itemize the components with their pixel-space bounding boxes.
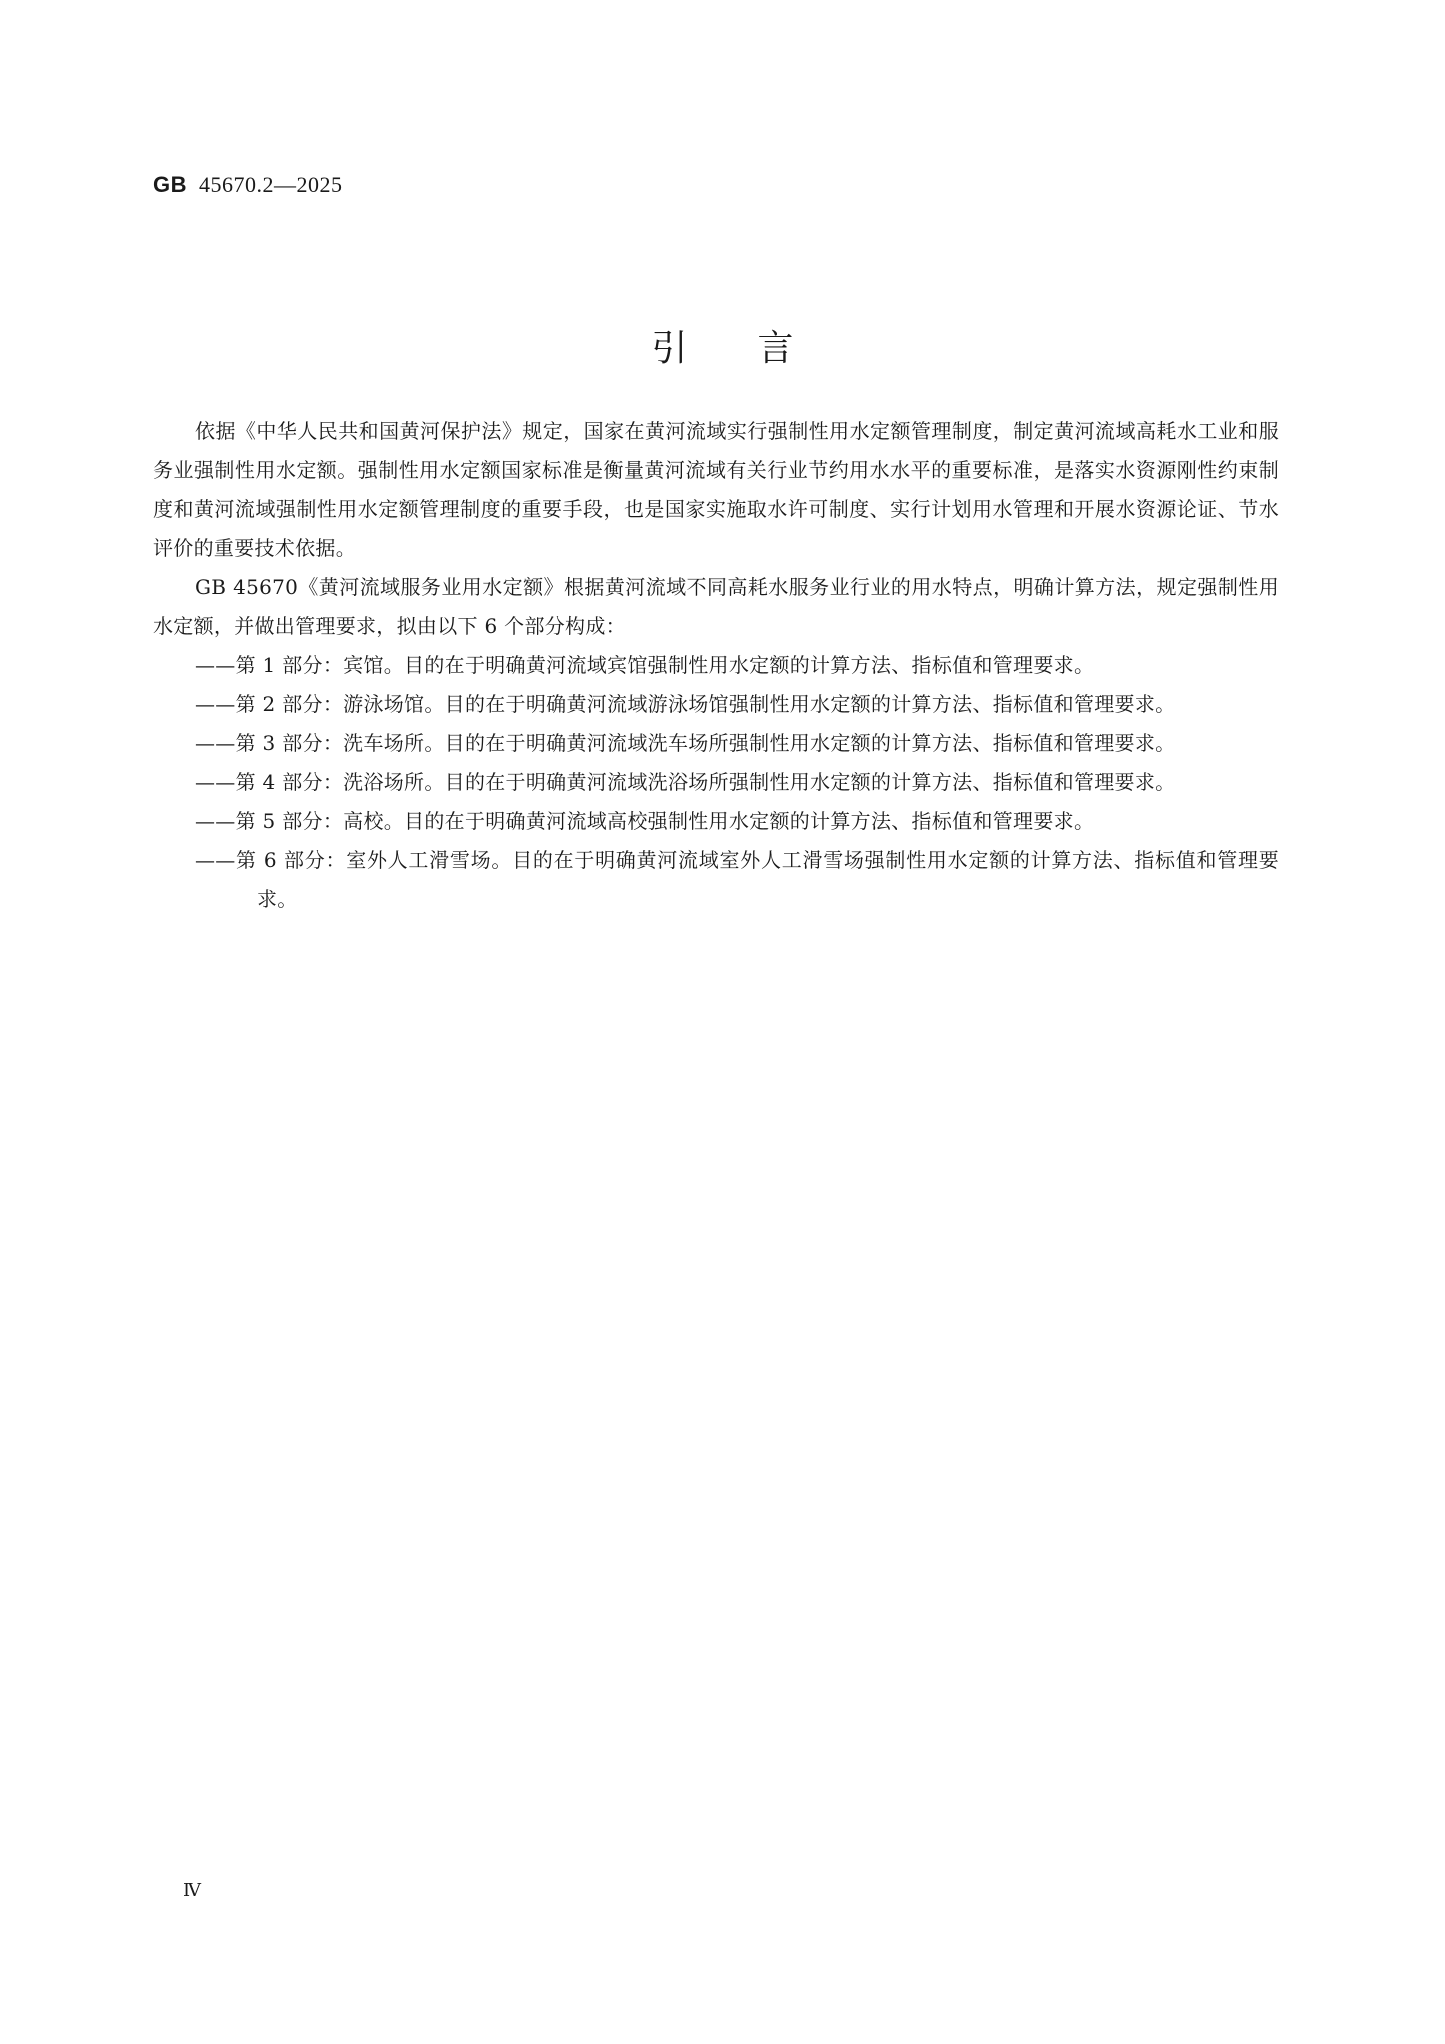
part-item-6: ——第 6 部分：室外人工滑雪场。目的在于明确黄河流域室外人工滑雪场强制性用水定额的计算方法、指标值和管理要求。 [195, 848, 1279, 911]
parts-list [153, 646, 1279, 919]
intro-paragraph-1: 依据《中华人民共和国黄河保护法》规定，国家在黄河流域实行强制性用水定额管理制度，制定黄河流域高耗水工业和服务业强制性用水定额。强制性用水定额国家标准是衡量黄河流域有关行业节约用水水平的重要标准，是落实水资源刚性约束制度和黄河流域强制性用水定额管理制度的重要手段，也是国家实施取水许可制度、实行计划用水管理和开展水资源论证、节水评价的重要技术依据。 [153, 419, 1279, 560]
section-title: 引言 [651, 328, 864, 370]
standard-number: 45670.2—2025 [199, 172, 343, 197]
part-item-4: ——第 4 部分：洗浴场所。目的在于明确黄河流域洗浴场所强制性用水定额的计算方法、指标值和管理要求。 [195, 770, 1176, 794]
standard-code-header [153, 172, 343, 198]
part-item-5: ——第 5 部分：高校。目的在于明确黄河流域高校强制性用水定额的计算方法、指标值和管理要求。 [195, 809, 1095, 833]
part-item-2: ——第 2 部分：游泳场馆。目的在于明确黄河流域游泳场馆强制性用水定额的计算方法、指标值和管理要求。 [195, 692, 1176, 716]
standard-prefix: GB [153, 172, 187, 197]
intro-paragraph-2: GB 45670《黄河流域服务业用水定额》根据黄河流域不同高耗水服务业行业的用水特点，明确计算方法，规定强制性用水定额，并做出管理要求，拟由以下 6 个部分构成： [153, 575, 1279, 638]
page-number: Ⅳ [183, 1880, 201, 1900]
part-item-3: ——第 3 部分：洗车场所。目的在于明确黄河流域洗车场所强制性用水定额的计算方法、指标值和管理要求。 [195, 731, 1176, 755]
part-item-1: ——第 1 部分：宾馆。目的在于明确黄河流域宾馆强制性用水定额的计算方法、指标值和管理要求。 [195, 653, 1095, 677]
document-body [153, 412, 1279, 919]
